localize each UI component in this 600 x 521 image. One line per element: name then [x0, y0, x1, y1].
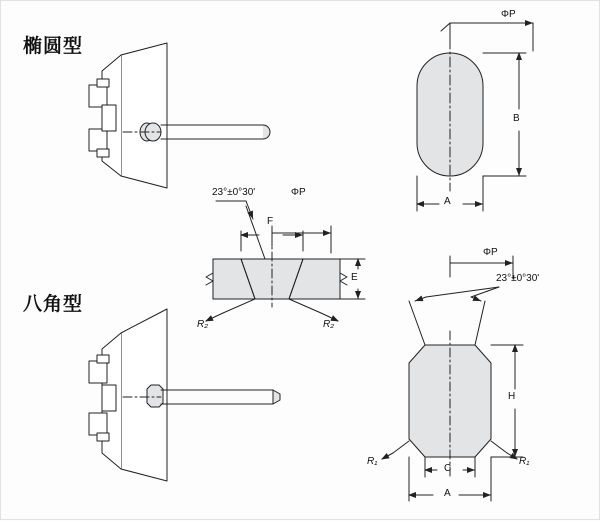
dim-label-oct-R1-left: R₁ — [367, 456, 378, 467]
dim-label-oct-C: C — [444, 463, 452, 474]
title-oval-type: 椭圆型 — [23, 36, 84, 57]
groove-section-detail-icon — [206, 235, 347, 307]
dim-label-oct-A: A — [444, 488, 451, 499]
dim-label-groove-E: E — [351, 272, 358, 283]
flange-bolted-assembly-icon-2 — [89, 309, 280, 481]
dim-label-groove-F: F — [267, 216, 274, 227]
dim-label-oct-angle: 23°±0°30' — [496, 273, 540, 284]
flange-bolted-assembly-icon — [89, 43, 270, 188]
dim-label-groove-R2-right: R₂ — [323, 319, 335, 330]
dim-label-oct-R1-right: R₁ — [519, 456, 530, 467]
dim-label-oct-phiP: ΦP — [483, 247, 498, 258]
title-octagon-type: 八角型 — [23, 294, 84, 315]
dim-label-groove-angle: 23°±0°30' — [212, 187, 256, 198]
technical-drawing — [1, 1, 600, 521]
dim-label-oct-H: H — [508, 391, 516, 402]
dim-label-oval-B: B — [513, 113, 520, 124]
dim-label-oval-A: A — [444, 196, 451, 207]
dim-label-groove-phiP: ΦP — [291, 187, 306, 198]
dim-label-oval-phiP: ΦP — [501, 9, 516, 20]
dim-label-groove-R2-left: R₂ — [197, 319, 209, 330]
